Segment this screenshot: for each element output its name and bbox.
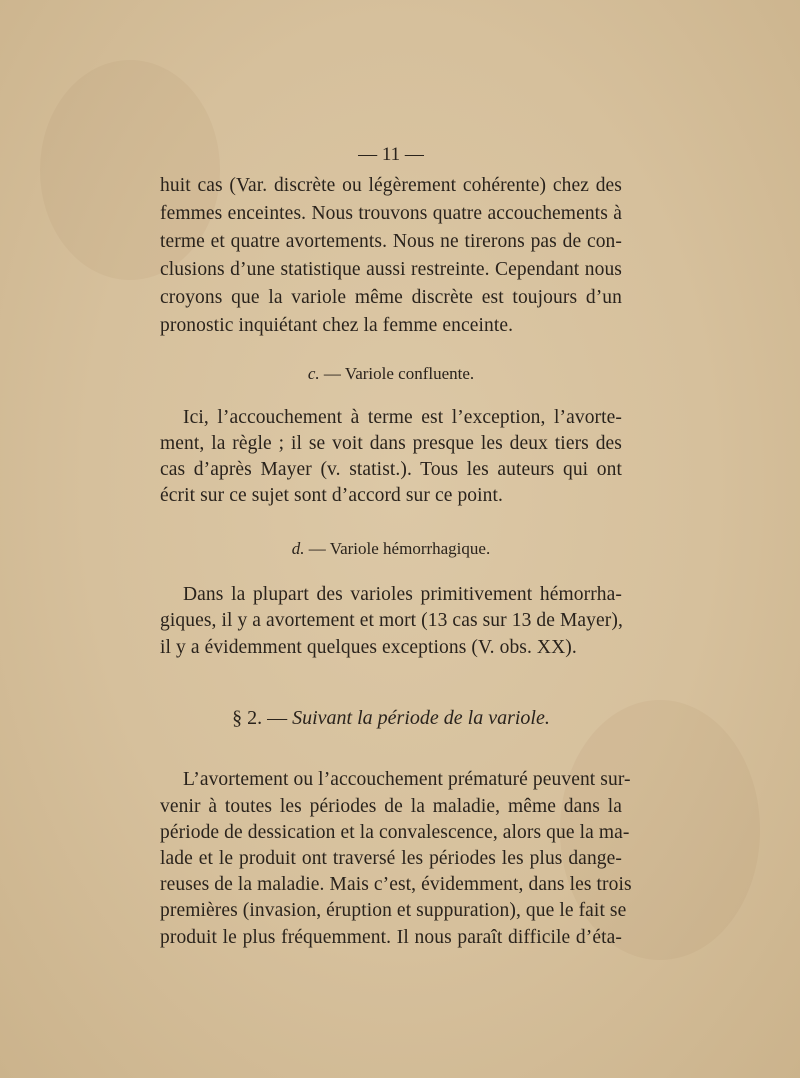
text-line: il y a évidemment quelques exceptions (V. obs. XX). [160,637,577,658]
text-line: premières (invasion, éruption et suppuration), que le fait se [160,900,627,921]
text-line: produit le plus fréquemment. Il nous paraît difficile d’éta- [160,927,622,948]
subheading-text: — Variole confluente. [323,364,475,383]
subheading-letter: d. [291,539,305,558]
text-line: femmes enceintes. Nous trouvons quatre accouchements à [160,203,622,224]
text-line: croyons que la variole même discrète est toujours d’un [160,287,622,308]
text-line: cas d’après Mayer (v. statist.). Tous les auteurs qui ont [160,459,622,480]
text-line: Dans la plupart des varioles primitivement hémorrha- [183,584,622,605]
text-line: lade et le produit ont traversé les périodes les plus dange- [160,848,622,869]
text-line: reuses de la maladie. Mais c’est, évidemment, dans les trois [160,874,632,895]
text-line: venir à toutes les périodes de la maladie, même dans la [160,796,622,817]
text-line: Ici, l’accouchement à terme est l’exception, l’avorte- [183,407,622,428]
subheading-variole-hemorrhagique [160,538,622,560]
subheading-text: — Variole hémorrhagique. [308,539,491,558]
text-line: huit cas (Var. discrète ou légèrement cohérente) chez des [160,175,622,196]
page-number: — 11 — [358,144,424,165]
subheading-letter: c. [307,364,320,383]
section-heading [160,705,622,731]
text-line: ment, la règle ; il se voit dans presque les deux tiers des [160,433,622,454]
text-line: pronostic inquiétant chez la femme enceinte. [160,315,514,336]
text-line: clusions d’une statistique aussi restreinte. Cependant nous [160,259,622,280]
text-line: terme et quatre avortements. Nous ne tirerons pas de con- [160,231,622,252]
text-line: L’avortement ou l’accouchement prématuré peuvent sur- [183,769,631,790]
section-number: § 2. — [232,707,288,729]
text-line: période de dessication et la convalescence, alors que la ma- [160,822,630,843]
section-title: Suivant la période de la variole. [292,707,550,729]
text-line: écrit sur ce sujet sont d’accord sur ce point. [160,485,504,506]
text-line: giques, il y a avortement et mort (13 cas sur 13 de Mayer), [160,610,623,631]
subheading-variole-confluente [160,363,622,385]
